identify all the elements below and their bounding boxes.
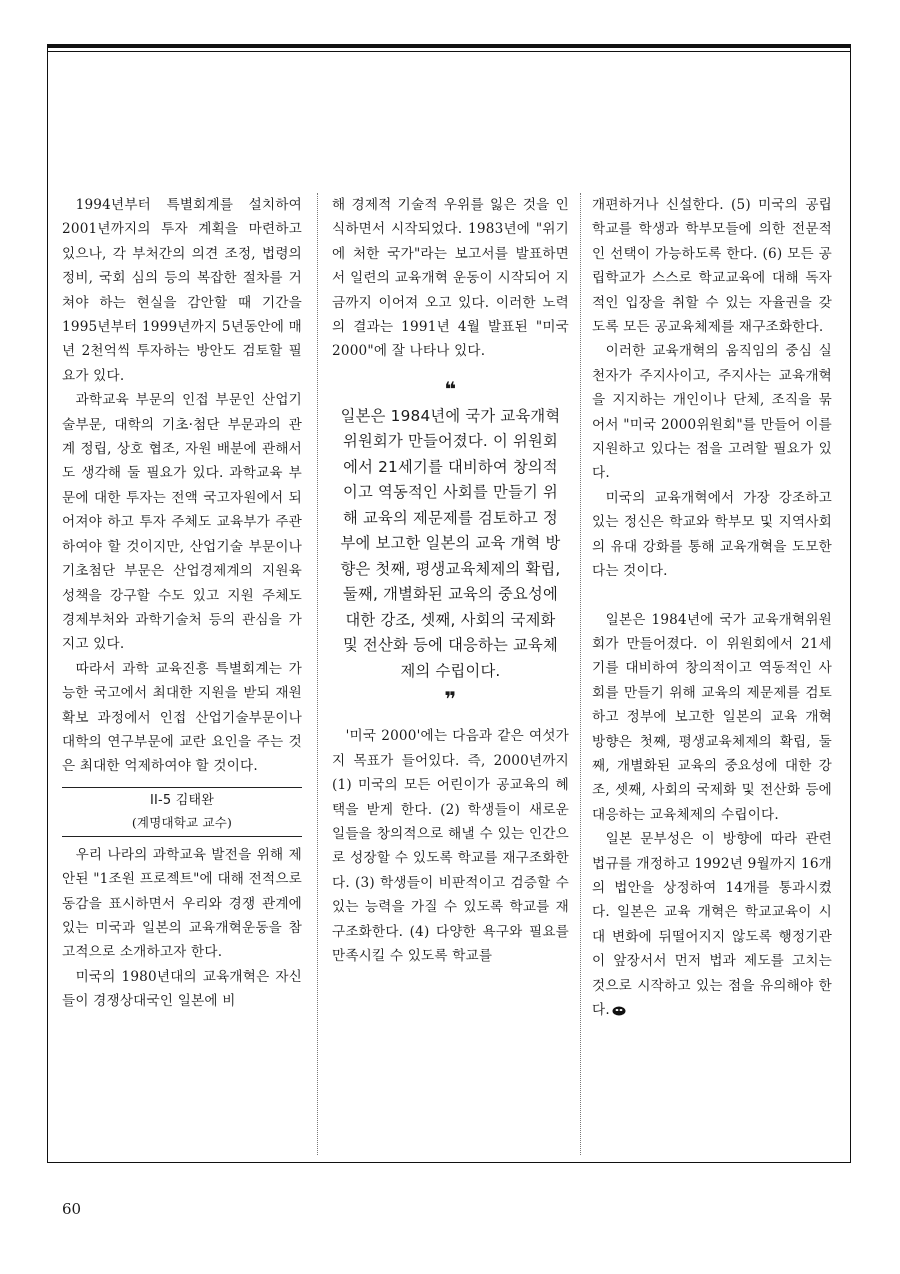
paragraph-text: 일본 문부성은 이 방향에 따라 관련 법규를 개정하고 1992년 9월까지 16개의 법안을 상정하여 14개를 통과시켰다. 일본은 교육 개혁은 학교교육이 시대 변화에 뒤떨어지지 않도록 행정기관이 앞장서서 먼저 법과 제도를 고치는 것으로 시작하고 있는 점을 유의해야 한다. — [592, 831, 833, 1018]
column-3 — [592, 193, 832, 1022]
end-of-article-icon — [612, 1006, 626, 1016]
pull-quote — [332, 378, 569, 711]
paragraph: 1994년부터 특별회계를 설치하여 2001년까지의 투자 계획을 마련하고 있으나, 각 부처간의 의견 조정, 법령의 정비, 국회 심의 등의 복잡한 절차를 거쳐야 하는 현실을 감안할 때 기간을 1995년부터 1999년까지 5년동안에 매년 2천억씩 투자하는 방안도 검토할 필요가 있다. — [62, 197, 302, 384]
author-affiliation: (계명대학교 교수) — [131, 814, 233, 830]
top-rule-thin — [47, 51, 851, 52]
page-number: 60 — [62, 1200, 82, 1218]
spacer — [592, 584, 832, 608]
paragraph: 따라서 과학 교육진흥 특별회계는 가능한 국고에서 최대한 지원을 받되 재원 확보 과정에서 인접 산업기술부문이나 대학의 연구부문에 교란 요인을 주는 것은 최대한 억제하여야 할 것이다. — [62, 660, 302, 775]
paragraph: 과학교육 부문의 인접 부문인 산업기술부문, 대학의 기초·첨단 부문과의 관계 정립, 상호 협조, 자원 배분에 관해서도 생각해 둘 필요가 있다. 과학교육 부문에 대한 투자는 전액 국고자원에서 되어져야 하고 투자 주체도 교육부가 주관하여야 할 것이지만, 산업기술 부문이나 기초첨단 부문은 산업경제계의 지원육성책을 강구할 수도 있고 지원 주체도 경제부처와 과학기술처 등의 관심을 가지고 있다. — [62, 392, 302, 653]
column-divider-1 — [317, 193, 318, 1155]
column-1 — [62, 193, 302, 1014]
paragraph: 미국의 1980년대의 교육개혁은 자신들이 경쟁상대국인 일본에 비 — [62, 968, 302, 1010]
top-rule-thick — [47, 44, 851, 48]
close-quote-icon: ❞ — [444, 687, 457, 712]
column-divider-2 — [580, 193, 581, 1155]
paragraph: 개편하거나 신설한다. (5) 미국의 공립학교를 학생과 학부모들에 의한 전문적인 선택이 가능하도록 한다. (6) 모든 공립학교가 스스로 학교교육에 대해 독자적인 입장을 취할 수 있는 자율권을 갖도록 모든 공교육체제를 재구조화한다. — [592, 197, 832, 336]
pull-quote-text: 일본은 1984년에 국가 교육개혁위원회가 만들어졌다. 이 위원회에서 21세기를 대비하여 창의적이고 역동적인 사회를 만들기 위해 교육의 제문제를 검토하고 정부에 보고한 일본의 교육 개혁 방향은 첫째, 평생교육체제의 확립, 둘째, 개별화된 교육의 중요성에 대한 강조, 셋째, 사회의 국제화 및 전산화 등에 대응하는 교육체제의 수립이다. — [340, 406, 561, 680]
open-quote-icon: ❝ — [444, 376, 457, 401]
paragraph: 해 경제적 기술적 우위를 잃은 것을 인식하면서 시작되었다. 1983년에 "위기에 처한 국가"라는 보고서를 발표하면서 일련의 교육개혁 운동이 시작되어 지금까지 이어져 오고 있다. 이러한 노력의 결과는 1991년 4월 발표된 "미국 2000"에 잘 나타나 있다. — [332, 197, 569, 360]
paragraph: 우리 나라의 과학교육 발전을 위해 제안된 "1조원 프로젝트"에 대해 전적으로 동감을 표시하면서 우리와 경쟁 관계에 있는 미국과 일본의 교육개혁운동을 참고적으로 소개하고자 한다. — [62, 846, 302, 961]
column-2 — [332, 193, 569, 968]
paragraph: 일본은 1984년에 국가 교육개혁위원회가 만들어졌다. 이 위원회에서 21세기를 대비하여 창의적이고 역동적인 사회를 만들기 위해 교육의 제문제를 검토하고 정부에 보고한 일본의 교육 개혁 방향은 첫째, 평생교육체제의 확립, 둘째, 개별화된 교육의 중요성에 대한 강조, 셋째, 사회의 국제화 및 전산화 등에 대응하는 교육체제의 수립이다. — [592, 611, 832, 823]
author-name: II-5 김태완 — [149, 792, 215, 808]
paragraph — [592, 827, 832, 1022]
paragraph: 미국의 교육개혁에서 가장 강조하고 있는 정신은 학교와 학부모 및 지역사회의 유대 강화를 통해 교육개혁을 도모한다는 것이다. — [592, 489, 832, 580]
paragraph: '미국 2000'에는 다음과 같은 여섯가지 목표가 들어있다. 즉, 2000년까지 (1) 미국의 모든 어린이가 공교육의 혜택을 받게 한다. (2) 학생들이 새로운 일들을 창의적으로 해낼 수 있는 인간으로 성장할 수 있도록 학교를 재구조화한다. (3) 학생들이 비판적이고 검증할 수 있는 능력을 가질 수 있도록 학교를 재구조화한다. (4) 다양한 욕구와 필요를 만족시킬 수 있도록 학교를 — [332, 728, 569, 964]
paragraph: 이러한 교육개혁의 움직임의 중심 실천자가 주지사이고, 주지사는 교육개혁을 지지하는 개인이나 단체, 조직을 묶어서 "미국 2000위원회"를 만들어 이를 지원하고 있다는 점을 고려할 필요가 있다. — [592, 343, 832, 482]
author-box — [62, 787, 302, 837]
